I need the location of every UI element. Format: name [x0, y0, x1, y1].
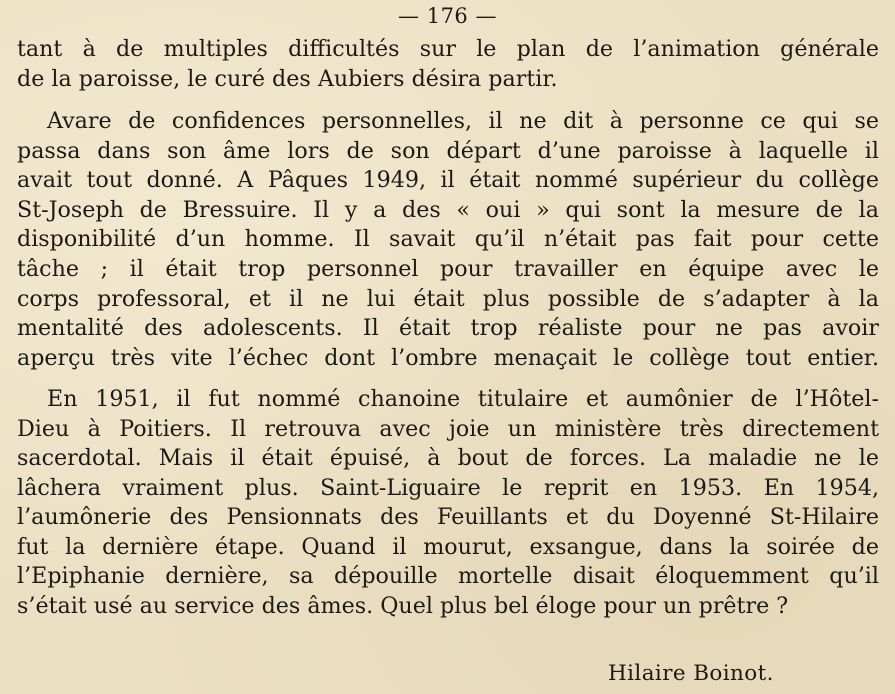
text-line: aperçu très vite l’échec dont l’ombre menaçait le collège tout entier.: [17, 345, 879, 371]
text-line: En 1951, il fut nommé chanoine titulaire et aumônier de l’Hôtel-: [47, 386, 879, 412]
text-line: disponibilité d’un homme. Il savait qu’il n’était pas fait pour cette: [17, 226, 879, 252]
text-line: Dieu à Poitiers. Il retrouva avec joie un ministère très directement: [17, 416, 879, 442]
text-line: mentalité des adolescents. Il était trop réaliste pour ne pas avoir: [17, 315, 879, 341]
text-line: Avare de confidences personnelles, il ne dit à personne ce qui se: [47, 108, 879, 134]
text-line: avait tout donné. A Pâques 1949, il était nommé supérieur du collège: [17, 167, 879, 193]
text-line: tâche ; il était trop personnel pour travailler en équipe avec le: [17, 256, 879, 282]
text-line: s’était usé au service des âmes. Quel plus bel éloge pour un prêtre ?: [17, 593, 789, 619]
text-line: lâchera vraiment plus. Saint-Liguaire le reprit en 1953. En 1954,: [17, 475, 879, 501]
text-line: fut la dernière étape. Quand il mourut, exsangue, dans la soirée de: [17, 534, 879, 560]
text-line: l’aumônerie des Pensionnats des Feuillants et du Doyenné St-Hilaire: [17, 504, 879, 530]
text-line: St-Joseph de Bressuire. Il y a des « oui » qui sont la mesure de la: [17, 197, 879, 223]
text-line: tant à de multiples difficultés sur le plan de l’animation générale: [17, 36, 879, 62]
text-line: l’Epiphanie dernière, sa dépouille mortelle disait éloquemment qu’il: [17, 563, 879, 589]
text-line: passa dans son âme lors de son départ d’une paroisse à laquelle il: [17, 138, 879, 164]
text-line: de la paroisse, le curé des Aubiers désira partir.: [17, 66, 558, 92]
author-signature: Hilaire Boinot.: [608, 661, 774, 686]
text-line: sacerdotal. Mais il était épuisé, à bout de forces. La maladie ne le: [17, 445, 879, 471]
page-number: — 176 —: [398, 4, 497, 28]
text-line: corps professoral, et il ne lui était plus possible de s’adapter à la: [17, 286, 879, 312]
